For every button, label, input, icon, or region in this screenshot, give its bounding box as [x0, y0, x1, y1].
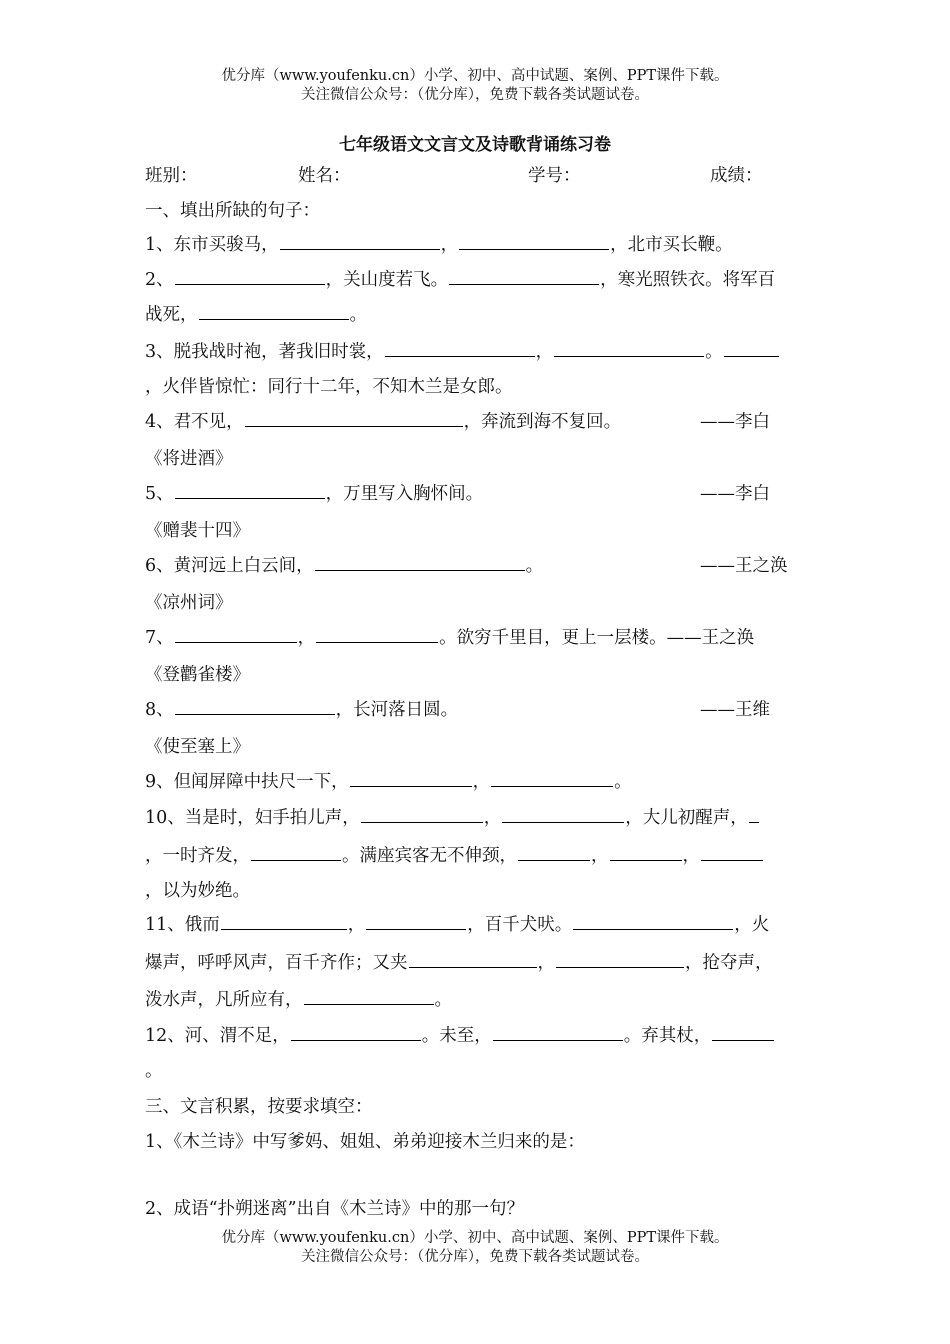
work-title: 《使至塞上》	[145, 737, 250, 757]
answer-blank[interactable]	[493, 1025, 623, 1041]
answer-blank[interactable]	[502, 807, 624, 823]
answer-blank[interactable]	[175, 627, 297, 643]
answer-blank[interactable]	[556, 952, 684, 968]
question-1: 1、东市买骏马， ， ，北市买长鞭。	[145, 235, 733, 255]
author: ——王之涣	[700, 556, 788, 576]
question-11-cont: 爆声，呼呼风声，百千齐作；又夹 ， ，抢夺声，	[145, 953, 773, 973]
header-line-2: 关注微信公众号：（优分库），免费下载各类试题试卷。	[301, 87, 649, 103]
answer-blank[interactable]	[175, 699, 335, 715]
answer-blank[interactable]	[449, 269, 599, 285]
answer-blank[interactable]	[280, 234, 440, 250]
question-12-end: 。	[145, 1061, 163, 1081]
answer-blank[interactable]	[361, 807, 483, 823]
answer-blank[interactable]	[350, 771, 472, 787]
answer-blank[interactable]	[409, 952, 537, 968]
question-4: 4、君不见， ，奔流到海不复回。 ——李白	[145, 408, 795, 433]
answer-blank[interactable]	[610, 845, 682, 861]
question-6: 6、黄河远上白云间， 。 ——王之涣	[145, 552, 795, 577]
class-label: 班别：	[145, 166, 198, 186]
answer-blank[interactable]	[518, 845, 590, 861]
answer-blank[interactable]	[749, 807, 759, 823]
author: ——王维	[700, 700, 770, 720]
footer-line-2: 关注微信公众号：（优分库），免费下载各类试题试卷。	[301, 1249, 649, 1265]
question-11-end: 泼水声，凡所应有， 。	[145, 990, 452, 1010]
answer-blank[interactable]	[245, 411, 463, 427]
answer-blank[interactable]	[251, 845, 341, 861]
question-5: 5、 ，万里写入胸怀间。 ——李白	[145, 480, 795, 505]
work-title: 《登鹳雀楼》	[145, 665, 250, 685]
answer-blank[interactable]	[175, 269, 325, 285]
student-info	[145, 162, 845, 186]
answer-blank[interactable]	[315, 555, 525, 571]
question-12: 12、河、渭不足， 。未至， 。弃其杖，	[145, 1022, 775, 1047]
answer-blank[interactable]	[199, 304, 349, 320]
answer-blank[interactable]	[175, 483, 325, 499]
score-label: 成绩：	[710, 166, 763, 186]
author: ——李白	[700, 484, 770, 504]
question-10-end: ，以为妙绝。	[145, 881, 250, 901]
answer-blank[interactable]	[554, 341, 704, 357]
question-11: 11、俄而 ， ，百千犬吠。 ，火	[145, 915, 770, 935]
answer-blank[interactable]	[491, 771, 613, 787]
answer-blank[interactable]	[221, 914, 347, 930]
work-title: 《赠裴十四》	[145, 521, 250, 541]
section-1-heading: 一、填出所缺的句子：	[145, 201, 320, 221]
section-3-heading: 三、文言积累，按要求填空：	[145, 1097, 373, 1117]
section-3-question-1: 1、《木兰诗》中写爹妈、姐姐、弟弟迎接木兰归来的是：	[145, 1132, 585, 1152]
work-title: 《凉州词》	[145, 593, 233, 613]
answer-blank[interactable]	[573, 914, 733, 930]
answer-blank[interactable]	[701, 845, 763, 861]
id-label: 学号：	[528, 166, 581, 186]
answer-blank[interactable]	[724, 341, 779, 357]
question-2-cont: 战死， 。	[145, 305, 367, 325]
answer-blank[interactable]	[366, 914, 466, 930]
header-line-1: 优分库（www.youfenku.cn）小学、初中、高中试题、案例、PPT课件下载。	[221, 68, 729, 84]
question-9: 9、但闻屏障中扶尺一下， ， 。	[145, 772, 632, 792]
answer-blank[interactable]	[304, 989, 434, 1005]
page-title: 七年级语文文言文及诗歌背诵练习卷	[339, 135, 611, 155]
answer-blank[interactable]	[712, 1025, 774, 1041]
question-10: 10、当是时，妇手拍儿声， ， ，大儿初醒声，	[145, 804, 760, 829]
author: ——李白	[700, 412, 770, 432]
question-8: 8、 ，长河落日圆。 ——王维	[145, 696, 795, 721]
name-label: 姓名：	[298, 166, 351, 186]
answer-blank[interactable]	[385, 341, 535, 357]
answer-blank[interactable]	[291, 1025, 421, 1041]
answer-blank[interactable]	[316, 627, 438, 643]
question-7: 7、 ， 。欲穷千里目，更上一层楼。——王之涣	[145, 628, 755, 648]
footer-line-1: 优分库（www.youfenku.cn）小学、初中、高中试题、案例、PPT课件下载。	[221, 1230, 729, 1246]
question-3-cont: ，火伴皆惊忙：同行十二年，不知木兰是女郎。	[145, 377, 513, 397]
question-2: 2、 ，关山度若飞。 ，寒光照铁衣。将军百	[145, 270, 776, 290]
answer-blank[interactable]	[459, 234, 609, 250]
section-3-question-2: 2、成语“扑朔迷离”出自《木兰诗》中的那一句？	[145, 1199, 525, 1219]
question-10-cont: ，一时齐发， 。满座宾客无不伸颈， ， ，	[145, 842, 764, 867]
work-title: 《将进酒》	[145, 449, 233, 469]
question-3: 3、脱我战时袍，著我旧时裳， ， 。	[145, 338, 780, 363]
